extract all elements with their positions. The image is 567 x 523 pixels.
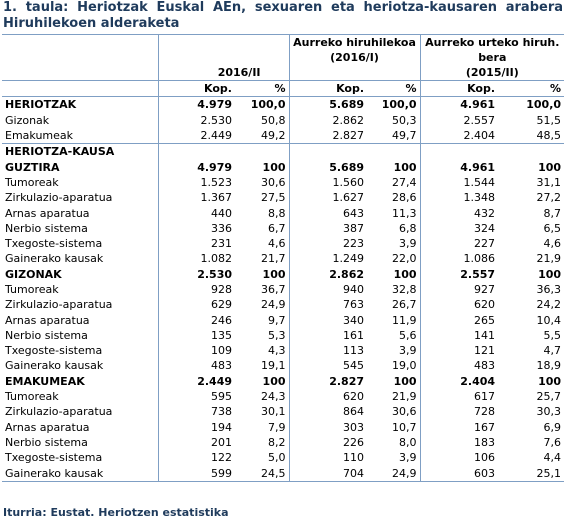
cell-count: 1.348 [420,190,498,205]
cell-percent: 100 [393,374,417,388]
cell-percent: 4,4 [543,451,562,465]
row-label: Arnas aparatua [5,206,90,220]
cell-percent: 8,8 [268,206,286,220]
table-row [2,450,564,465]
header-previous-year-line1: Aurreko urteko hiruh. [425,36,560,49]
cell-count: 763 [289,297,367,312]
table-body [2,97,564,481]
cell-percent: 36,7 [261,283,286,296]
cell-count: 141 [420,328,498,343]
cell-percent: 28,6 [392,191,417,205]
cell-count: 167 [420,420,498,435]
header-pct: % [367,81,420,97]
cell-count: 122 [158,450,235,465]
cell-percent: 4,7 [543,344,562,358]
cell-percent: 4,6 [268,237,286,251]
cell-percent [235,144,289,160]
cell-percent: 100 [538,160,562,174]
cell-percent: 51,5 [536,113,562,127]
cell-percent: 27,2 [536,191,562,205]
row-label: HERIOTZA-KAUSA [2,144,158,160]
cell-percent: 10,7 [392,420,417,434]
header-row-units [2,81,564,97]
header-period-current-label: 2016/II [217,66,261,79]
cell-percent: 18,9 [536,359,562,373]
row-label: Txegoste-sistema [5,344,103,358]
row-label: Gainerako kausak [2,465,158,481]
cell-count: 728 [420,404,498,419]
row-label: Zirkulazio-aparatua [5,405,113,419]
cell-percent: 8,2 [268,435,286,449]
cell-percent: 100 [262,374,286,388]
cell-count: 928 [158,282,235,297]
cell-count: 2.862 [289,267,367,282]
cell-count: 2.862 [289,113,367,128]
cell-count: 927 [420,282,498,297]
cell-count: 110 [289,450,367,465]
table-row [2,312,564,327]
cell-percent: 5,0 [268,451,286,465]
table-row [2,267,564,282]
cell-count: 161 [289,328,367,343]
cell-count: 2.530 [158,113,235,128]
cell-percent [367,144,420,160]
cell-count: 121 [420,343,498,358]
table-row [2,404,564,419]
cell-percent: 30,6 [392,405,417,419]
cell-percent: 7,9 [268,420,286,434]
table-title: 1. taula: Heriotzak Euskal AEn, sexuaren eta heriotza-kausaren arabera Hiruhilekoen alderaketa [3,0,563,31]
cell-count: 940 [289,282,367,297]
cell-percent: 21,9 [392,390,417,404]
cell-percent: 100 [262,160,286,174]
table-row [2,465,564,481]
cell-count [158,144,235,160]
row-label: Nerbio sistema [5,328,88,342]
cell-count: 183 [420,435,498,450]
header-kop: Kop. [289,81,367,97]
cell-count: 226 [289,435,367,450]
header-pct: % [498,81,564,97]
cell-count: 135 [158,328,235,343]
cell-percent: 50,3 [392,113,417,127]
table-row [2,343,564,358]
table-row [2,205,564,220]
cell-count: 1.367 [158,190,235,205]
cell-count: 5.689 [289,159,367,174]
table-row [2,435,564,450]
cell-percent: 24,2 [536,298,562,312]
cell-percent: 27,4 [392,175,417,189]
cell-count: 599 [158,465,235,481]
table-row [2,328,564,343]
cell-count: 201 [158,435,235,450]
cell-percent: 27,5 [261,191,286,205]
cell-count: 738 [158,404,235,419]
cell-percent: 24,9 [367,465,420,481]
cell-count: 483 [158,358,235,373]
cell-percent: 26,7 [392,298,417,312]
cell-percent: 4,6 [543,237,562,251]
cell-percent: 5,3 [268,328,286,342]
cell-count: 106 [420,450,498,465]
header-kop: Kop. [420,81,498,97]
cell-percent: 49,7 [392,129,417,143]
row-label: Emakumeak [5,129,74,143]
cell-count: 223 [289,236,367,251]
cell-count: 4.961 [420,97,498,113]
cell-count: 231 [158,236,235,251]
row-label: Arnas aparatua [5,313,90,327]
row-label: Tumoreak [5,175,59,189]
cell-count: 2.557 [420,267,498,282]
cell-count: 2.530 [158,267,235,282]
cell-count: 617 [420,389,498,404]
table-row [2,190,564,205]
cell-percent: 100 [393,160,417,174]
header-period-previous-quarter [289,35,420,81]
cell-percent: 48,5 [536,129,562,143]
cell-count: 1.523 [158,175,235,190]
table-row [2,128,564,144]
table-row [2,175,564,190]
cell-count: 483 [420,358,498,373]
cell-count: 227 [420,236,498,251]
header-row-periods [2,35,564,81]
table-row [2,221,564,236]
cell-percent: 4,3 [268,344,286,358]
cell-count: 246 [158,312,235,327]
cell-percent: 24,5 [235,465,289,481]
cell-percent: 3,9 [399,344,417,358]
cell-count: 4.979 [158,159,235,174]
cell-count: 2.404 [420,128,498,144]
cell-count: 324 [420,221,498,236]
row-label: Gainerako kausak [5,252,104,266]
cell-percent: 100 [538,267,562,281]
cell-percent: 22,0 [392,252,417,266]
cell-percent: 25,7 [536,390,562,404]
cell-percent: 8,7 [543,206,562,220]
row-label: Txegoste-sistema [5,237,103,251]
cell-count: 620 [420,297,498,312]
header-units-corner [2,81,158,97]
cell-percent: 19,0 [392,359,417,373]
row-label: Gainerako kausak [5,359,104,373]
cell-count: 113 [289,343,367,358]
deaths-table [2,34,564,482]
cell-count [420,144,498,160]
cell-percent: 25,1 [498,465,564,481]
cell-percent: 30,3 [536,405,562,419]
cell-percent: 3,9 [399,451,417,465]
table-row [2,358,564,373]
cell-percent: 100 [393,267,417,281]
cell-percent: 6,7 [268,221,286,235]
cell-count: 303 [289,420,367,435]
cell-percent: 100 [538,374,562,388]
table-row [2,144,564,160]
cell-percent: 19,1 [261,359,286,373]
cell-count: 265 [420,312,498,327]
row-label: GIZONAK [5,267,62,281]
cell-count: 620 [289,389,367,404]
cell-count: 603 [420,465,498,481]
cell-count: 1.086 [420,251,498,266]
cell-count: 595 [158,389,235,404]
cell-count: 4.979 [158,97,235,113]
cell-count: 704 [289,465,367,481]
cell-percent: 11,3 [392,206,417,220]
cell-count: 336 [158,221,235,236]
cell-percent [498,144,564,160]
row-label: EMAKUMEAK [5,374,85,388]
cell-percent: 100,0 [526,98,562,112]
row-label: Arnas aparatua [5,420,90,434]
cell-percent: 24,9 [261,298,286,312]
table-row [2,159,564,174]
cell-count: 1.082 [158,251,235,266]
cell-percent: 5,5 [543,328,562,342]
cell-count: 432 [420,205,498,220]
cell-percent: 8,0 [399,435,417,449]
table-row [2,113,564,128]
cell-percent: 32,8 [392,283,417,296]
cell-count: 2.404 [420,374,498,389]
cell-count: 2.449 [158,374,235,389]
table-row [2,97,564,113]
table-row [2,389,564,404]
source-note: Iturria: Eustat. Heriotzen estatistika [3,506,229,519]
cell-percent: 30,6 [261,175,286,189]
cell-count: 2.827 [289,128,367,144]
cell-percent: 36,3 [536,283,562,296]
cell-count: 340 [289,312,367,327]
cell-percent: 7,6 [543,435,562,449]
cell-count: 440 [158,205,235,220]
cell-count: 2.557 [420,113,498,128]
table-row [2,374,564,389]
row-label: HERIOTZAK [5,98,77,112]
table-row [2,282,564,297]
cell-count: 2.449 [158,128,235,144]
cell-count: 1.249 [289,251,367,266]
row-label: Tumoreak [5,283,59,296]
cell-count: 109 [158,343,235,358]
cell-count: 194 [158,420,235,435]
cell-percent: 100 [262,267,286,281]
cell-count: 2.827 [289,374,367,389]
header-previous-quarter-line2: (2016/I) [330,51,379,64]
cell-percent: 30,1 [261,405,286,419]
row-label: Gizonak [5,113,50,127]
cell-percent: 100,0 [250,98,286,112]
cell-percent: 11,9 [392,313,417,327]
cell-count: 5.689 [289,97,367,113]
cell-percent: 10,4 [536,313,562,327]
cell-count: 629 [158,297,235,312]
header-corner [2,35,158,81]
cell-count: 864 [289,404,367,419]
header-previous-year-line2: bera [478,51,507,64]
cell-count: 4.961 [420,159,498,174]
header-period-current [158,35,289,81]
cell-percent: 21,7 [261,252,286,266]
table-row [2,236,564,251]
row-label: Tumoreak [5,390,59,404]
cell-percent: 6,8 [399,221,417,235]
cell-percent: 31,1 [536,175,562,189]
cell-percent: 6,9 [543,420,562,434]
cell-count: 545 [289,358,367,373]
table-row [2,297,564,312]
row-label: Zirkulazio-aparatua [5,191,113,205]
header-previous-quarter-line1: Aurreko hiruhilekoa [293,36,416,49]
cell-percent: 21,9 [536,252,562,266]
table-row [2,251,564,266]
cell-percent: 5,6 [399,328,417,342]
cell-percent: 6,5 [543,221,562,235]
row-label: GUZTIRA [5,160,60,174]
row-label: Txegoste-sistema [5,451,103,465]
header-period-previous-year [420,35,564,81]
cell-count: 1.544 [420,175,498,190]
cell-count: 1.627 [289,190,367,205]
cell-count: 1.560 [289,175,367,190]
cell-percent: 24,3 [261,390,286,404]
cell-count [289,144,367,160]
header-pct: % [235,81,289,97]
header-kop: Kop. [158,81,235,97]
cell-count: 387 [289,221,367,236]
cell-percent: 9,7 [268,313,286,327]
header-previous-year-line3: (2015/II) [465,66,519,79]
cell-percent: 50,8 [261,113,286,127]
cell-percent: 3,9 [399,237,417,251]
table-row [2,420,564,435]
cell-count: 643 [289,205,367,220]
row-label: Nerbio sistema [5,221,88,235]
row-label: Zirkulazio-aparatua [5,298,113,312]
cell-percent: 100,0 [381,98,417,112]
cell-percent: 49,2 [261,129,286,143]
row-label: Nerbio sistema [5,435,88,449]
